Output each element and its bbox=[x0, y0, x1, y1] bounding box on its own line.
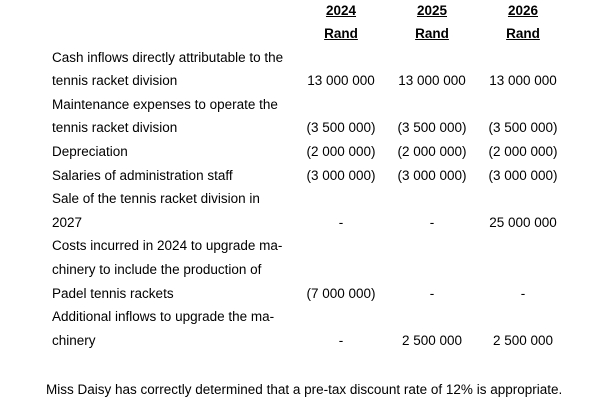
row-salaries-value-2024: (3 000 000) bbox=[306, 168, 376, 183]
row-upgrade-costs-label-line2: chinery to include the production of bbox=[52, 262, 262, 277]
row-maintenance-label-line2: tennis racket division bbox=[52, 120, 178, 135]
row-depreciation-label: Depreciation bbox=[52, 144, 128, 159]
row-cash-inflows-value-2024: 13 000 000 bbox=[307, 73, 375, 88]
row-salaries-value-2025: (3 000 000) bbox=[397, 168, 467, 183]
row-cash-inflows-label-line2: tennis racket division bbox=[52, 73, 178, 88]
row-sale-label-line1: Sale of the tennis racket division in bbox=[52, 191, 260, 206]
row-additional-inflows-value-2024: - bbox=[338, 333, 344, 348]
row-additional-inflows-label-line1: Additional inflows to upgrade the ma- bbox=[52, 309, 275, 324]
row-upgrade-costs-value-2025: - bbox=[429, 286, 435, 301]
row-upgrade-costs-value-2024: (7 000 000) bbox=[306, 286, 376, 301]
row-maintenance-value-2026: (3 500 000) bbox=[488, 120, 558, 135]
row-additional-inflows-value-2026: 2 500 000 bbox=[492, 333, 554, 348]
row-cash-inflows-label-line1: Cash inflows directly attributable to the bbox=[52, 50, 284, 65]
row-salaries-label: Salaries of administration staff bbox=[52, 168, 233, 183]
row-cash-inflows-value-2025: 13 000 000 bbox=[398, 73, 466, 88]
row-upgrade-costs-label-line1: Costs incurred in 2024 to upgrade ma- bbox=[52, 238, 283, 253]
year-header-2025: 2025 bbox=[416, 3, 448, 18]
row-cash-inflows-value-2026: 13 000 000 bbox=[489, 73, 557, 88]
row-additional-inflows-value-2025: 2 500 000 bbox=[401, 333, 463, 348]
row-upgrade-costs-label-line3: Padel tennis rackets bbox=[52, 286, 174, 301]
row-salaries-value-2026: (3 000 000) bbox=[488, 168, 558, 183]
row-maintenance-value-2025: (3 500 000) bbox=[397, 120, 467, 135]
row-maintenance-label-line1: Maintenance expenses to operate the bbox=[52, 97, 278, 112]
row-depreciation-value-2026: (2 000 000) bbox=[488, 144, 558, 159]
row-sale-label-line2: 2027 bbox=[52, 215, 83, 230]
year-header-2024: 2024 bbox=[325, 3, 357, 18]
year-header-2026: 2026 bbox=[507, 3, 539, 18]
row-additional-inflows-label-line2: chinery bbox=[52, 333, 96, 348]
row-upgrade-costs-value-2026: - bbox=[520, 286, 526, 301]
row-sale-value-2025: - bbox=[429, 215, 435, 230]
row-depreciation-value-2024: (2 000 000) bbox=[306, 144, 376, 159]
discount-rate-note: Miss Daisy has correctly determined that a pre-tax discount rate of 12% is appropriate. bbox=[46, 382, 563, 397]
row-sale-value-2024: - bbox=[338, 215, 344, 230]
currency-header-2026: Rand bbox=[506, 26, 540, 41]
row-sale-value-2026: 25 000 000 bbox=[489, 215, 557, 230]
row-maintenance-value-2024: (3 500 000) bbox=[306, 120, 376, 135]
currency-header-2025: Rand bbox=[415, 26, 449, 41]
row-depreciation-value-2025: (2 000 000) bbox=[397, 144, 467, 159]
currency-header-2024: Rand bbox=[324, 26, 358, 41]
